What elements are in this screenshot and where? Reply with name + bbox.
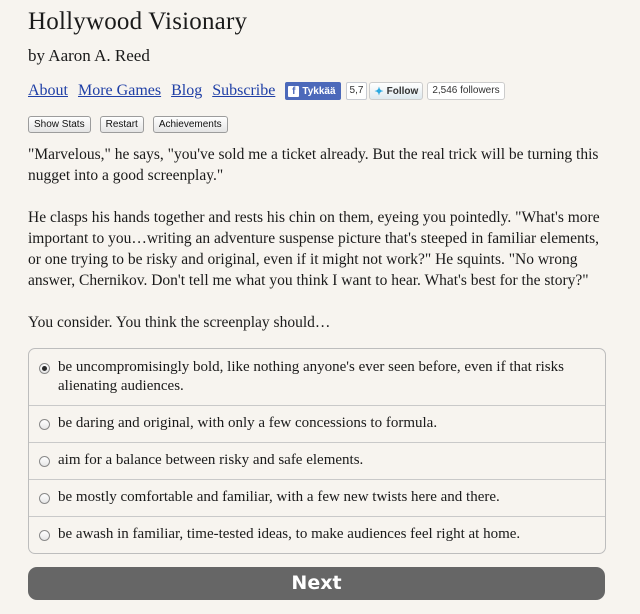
story-paragraph: He clasps his hands together and rests his chin on them, eyeing you pointedly. "What's more important to you…writing an adventure suspense picture that's steeped in familiar elements, or one trying to be risky and original, even if it might not work?" He squints. "No wrong answer, Chernikov. Don't tell me what you think I want to hear. What's best for the story?": [28, 209, 600, 289]
choice-label: aim for a balance between risky and safe elements.: [58, 452, 364, 468]
game-title: Hollywood Visionary: [28, 8, 248, 35]
radio-button[interactable]: [39, 363, 50, 374]
choice-option[interactable]: [29, 349, 605, 405]
show-stats-button[interactable]: Show Stats: [28, 116, 91, 133]
choice-option[interactable]: [29, 442, 605, 479]
choice-list: [28, 348, 606, 554]
facebook-like-widget: [285, 82, 367, 100]
nav-links: [28, 80, 505, 102]
more-games-link[interactable]: More Games: [78, 82, 162, 99]
choice-option[interactable]: [29, 479, 605, 516]
facebook-icon: f: [288, 86, 299, 97]
subscribe-link[interactable]: Subscribe: [212, 82, 276, 99]
choice-option[interactable]: [29, 405, 605, 442]
facebook-like-count: 5,7: [346, 82, 368, 100]
about-link[interactable]: About: [28, 82, 68, 99]
radio-button[interactable]: [39, 419, 50, 430]
choice-label: be uncompromisingly bold, like nothing anyone's ever seen before, even if that risks alienating audiences.: [58, 359, 564, 394]
choice-label: be mostly comfortable and familiar, with a few new twists here and there.: [58, 489, 500, 505]
author-line: by Aaron A. Reed: [28, 46, 150, 65]
choice-option[interactable]: [29, 516, 605, 553]
story-prompt: You consider. You think the screenplay should…: [28, 314, 331, 331]
story-paragraph: "Marvelous," he says, "you've sold me a ticket already. But the real trick will be turning this nugget into a good screenplay.": [28, 146, 599, 184]
twitter-bird-icon: ✦: [374, 85, 384, 98]
radio-button[interactable]: [39, 456, 50, 467]
restart-button[interactable]: Restart: [100, 116, 144, 133]
story-text: [28, 144, 608, 354]
choice-label: be awash in familiar, time-tested ideas, to make audiences feel right at home.: [58, 526, 521, 542]
twitter-follow-button[interactable]: [369, 82, 423, 100]
game-toolbar: [28, 116, 237, 133]
twitter-follower-count: 2,546 followers: [427, 82, 504, 100]
achievements-button[interactable]: Achievements: [153, 116, 228, 133]
radio-button[interactable]: [39, 530, 50, 541]
blog-link[interactable]: Blog: [171, 82, 203, 99]
next-button[interactable]: Next: [28, 567, 605, 600]
facebook-like-label: Tykkää: [302, 85, 336, 97]
choice-label: be daring and original, with only a few concessions to formula.: [58, 415, 438, 431]
twitter-follow-label: Follow: [386, 85, 419, 97]
radio-button[interactable]: [39, 493, 50, 504]
facebook-like-button[interactable]: [285, 82, 340, 100]
